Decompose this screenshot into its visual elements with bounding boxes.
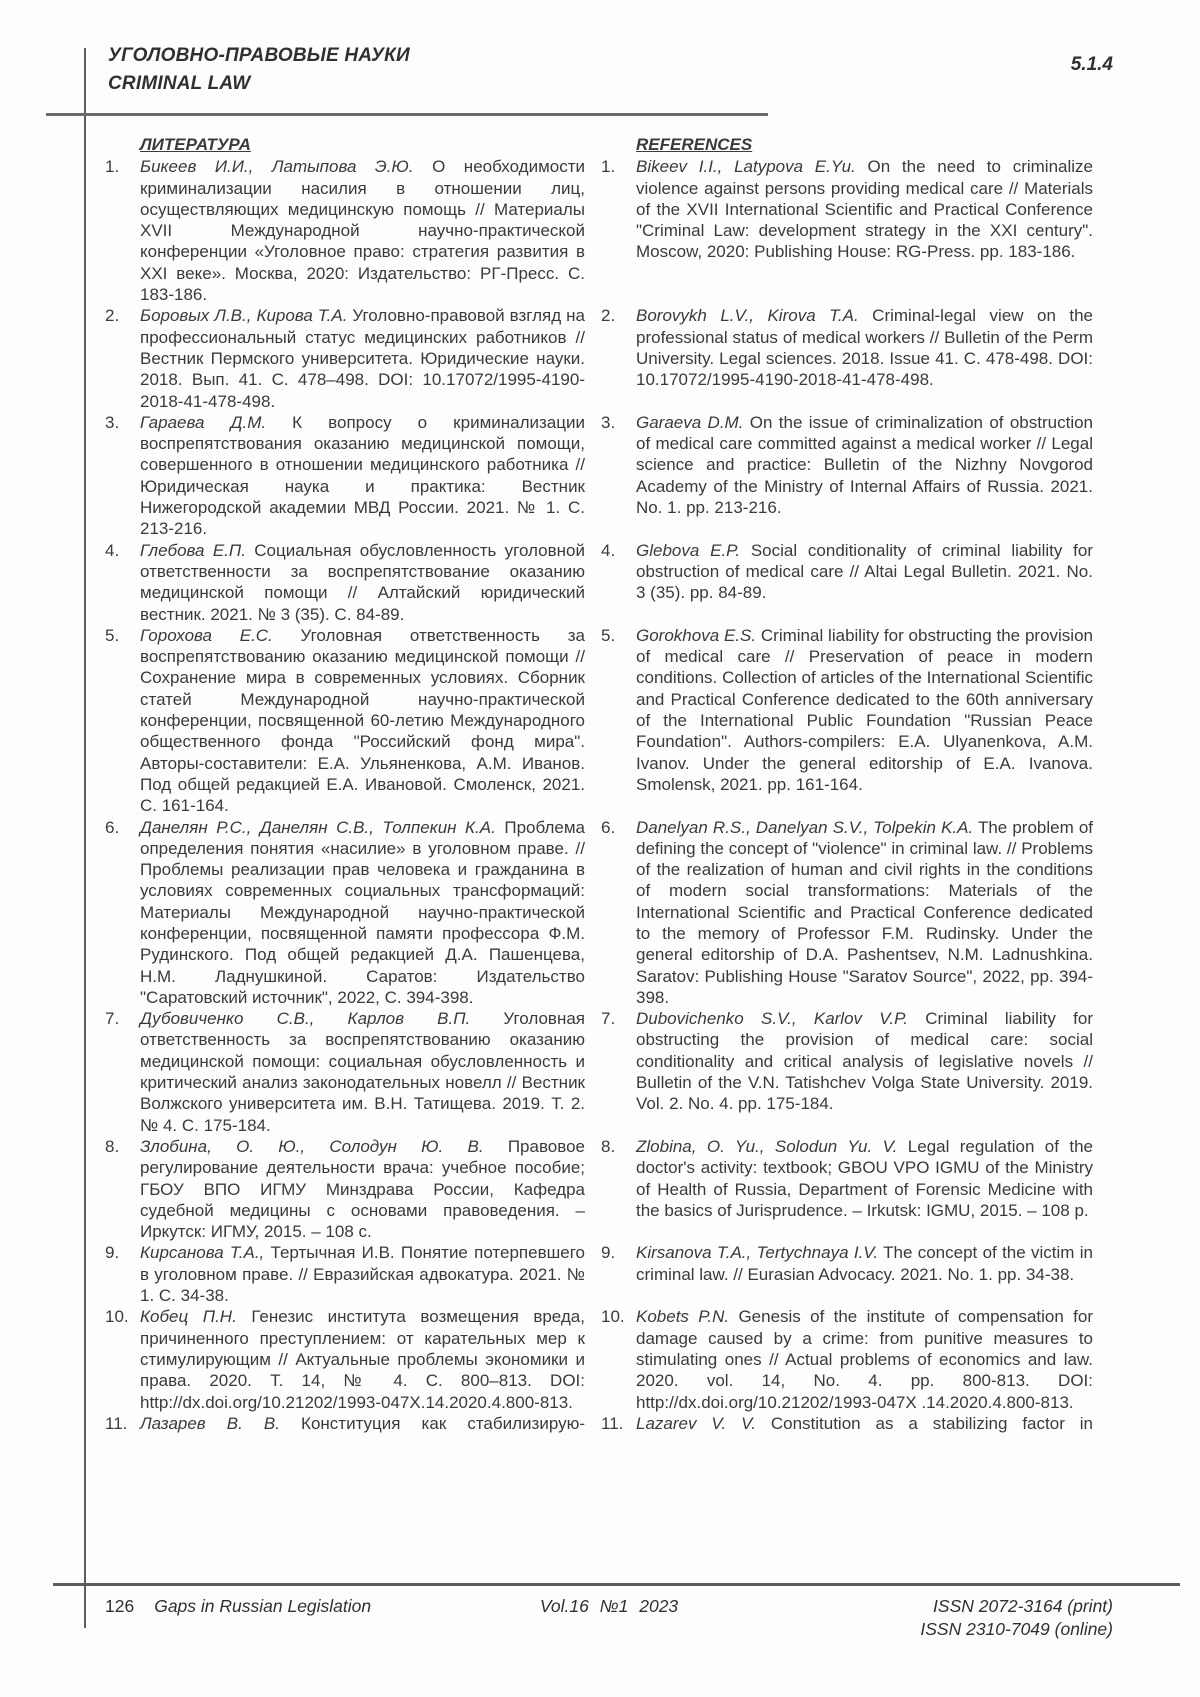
ref-authors: Кобец П.Н. [140, 1307, 237, 1327]
reference-item [601, 625, 1093, 817]
reference-item [601, 1242, 1093, 1306]
ref-number: 4. [601, 540, 616, 560]
ref-number: 11. [601, 1413, 624, 1433]
ref-body: On the need to criminalize violence against persons providing medical care // Materials of the XVII International Scientific and Practical Conference "Criminal Law: development strategy in the XXI century". Moscow, 2020: Publishing House: RG-Press. pp. 183-186. [636, 157, 1093, 262]
ref-authors: Borovykh L.V., Kirova T.A. [636, 306, 859, 326]
ref-body: Генезис института возмещения вреда, причиненного преступлением: от карательных мер к стимулирующим // Актуальные проблемы экономики и права. 2020. Т. 14, № 4. С. 800–813. DOI: http://dx.doi.org/10.21202/1993-047X.14.2020.4.800-813. [140, 1307, 585, 1412]
ref-authors: Glebova E.P. [636, 540, 741, 560]
ref-text [140, 305, 585, 411]
reference-item [601, 817, 1093, 1009]
ref-authors: Lazarev V. V. [636, 1413, 756, 1433]
ref-text [636, 1242, 1093, 1285]
page-footer [105, 1595, 1113, 1639]
ref-body: Правовое регулирование деятельности врача: учебное пособие; ГБОУ ВПО ИГМУ Минздрава России, Кафедра судебной медицины с основами правоведения. – Иркутск: ИГМУ, 2015. – 108 с. [140, 1136, 585, 1242]
ref-body: Уголовная ответственность за воспрепятствованию оказанию медицинской помощи: социальная обусловленность и критический анализ законодательных новелл // Вестник Волжского университета им. В.Н. Татищева. 2019. Т. 2. № 4. С. 175-184. [140, 1009, 585, 1135]
reference-item [105, 817, 585, 1009]
ref-text [140, 817, 585, 1009]
issn-print: ISSN 2072-3164 (print) [933, 1596, 1113, 1616]
reference-item [601, 1413, 1093, 1434]
page-number: 126 [105, 1596, 135, 1616]
ref-number: 1. [105, 157, 120, 177]
ref-text [636, 540, 1093, 604]
reference-item [105, 305, 585, 411]
ref-text [140, 625, 585, 817]
reference-item [601, 1008, 1093, 1136]
ref-authors: Кирсанова Т.А., [140, 1243, 265, 1263]
literature-heading: ЛИТЕРАТУРА [140, 135, 251, 154]
ref-text [636, 305, 1093, 390]
ref-authors: Garaeva D.M. [636, 412, 744, 432]
ref-body: Criminal liability for obstructing the provision of medical care // Preservation of peace in modern conditions. Collection of articles of the International Scientific and Practical Conference dedicated to the 60th anniversary of the International Public Foundation "Russian Peace Foundation". Authors-compilers: E.A. Ulyanenkova, A.M. Ivanov. Under the general editorship of E.A. Ivanova. Smolensk, 2021. pp. 161-164. [636, 625, 1093, 794]
ref-text [636, 1136, 1093, 1221]
reference-item [601, 305, 1093, 411]
ref-authors: Злобина, О. Ю., Солодун Ю. В. [140, 1136, 484, 1156]
ref-number: 2. [601, 306, 616, 326]
ref-number: 9. [105, 1243, 120, 1263]
ref-authors: Kobets P.N. [636, 1307, 730, 1327]
ref-body: On the issue of criminalization of obstruction of medical care committed against a medical worker // Legal science and practice: Bulletin of the Nizhny Novgorod Academy of the Ministry of Internal Affairs of Russia. 2021. No. 1. pp. 213-216. [636, 412, 1094, 518]
section-title-ru: УГОЛОВНО-ПРАВОВЫЕ НАУКИ [108, 45, 410, 66]
literature-heading-cell [105, 134, 585, 156]
ref-number: 11. [105, 1413, 128, 1433]
ref-body: Социальная обусловленность уголовной ответственности за воспрепятствование оказанию медицинской помощи // Алтайский юридический вестник. 2021. № 3 (35). С. 84-89. [140, 540, 585, 624]
footer-rule [53, 1583, 1180, 1586]
ref-text [636, 156, 1093, 262]
ref-number: 2. [105, 306, 120, 326]
ref-authors: Лазарев В. В. [140, 1413, 280, 1433]
ref-authors: Kirsanova T.A., Tertychnaya I.V. [636, 1243, 879, 1263]
ref-text [636, 625, 1093, 795]
ref-text [140, 1242, 585, 1306]
reference-item [601, 540, 1093, 625]
ref-authors: Данелян Р.С., Данелян С.В., Толпекин К.А. [140, 817, 496, 837]
ref-number: 1. [601, 157, 616, 177]
issn-block [920, 1595, 1113, 1641]
header-rule [46, 113, 768, 116]
ref-number: 5. [601, 625, 616, 645]
references-heading: REFERENCES [636, 135, 753, 154]
ref-body: Уголовная ответственность за воспрепятствованию оказанию медицинской помощи // Сохранение мира в современных условиях. Сборник статей Международной научно-практической конференции, посвященной 60-летию Международного общественного фонда "Российский фонд мира". Авторы-составители: Е.А. Ульяненкова, А.М. Иванов. Под общей редакцией Е.А. Ивановой. Смоленск, 2021. С. 161-164. [140, 625, 586, 816]
references-heading-cell [601, 134, 1093, 156]
ref-body: Social conditionality of criminal liability for obstruction of medical care // Altai Legal Bulletin. 2021. No. 3 (35). pp. 84-89. [636, 540, 1093, 603]
ref-number: 10. [105, 1307, 129, 1327]
references-content [105, 134, 1113, 1434]
ref-body: Уголовно-правовой взгляд на профессиональный статус медицинских работников // Вестник Пермского университета. Юридические науки. 2018. Вып. 41. С. 478–498. DOI: 10.17072/1995-4190-2018-41-478-498. [140, 306, 585, 411]
ref-body: Тертычная И.В. Понятие потерпевшего в уголовном праве. // Евразийская адвокатура. 2021. № 1. С. 34-38. [140, 1243, 585, 1306]
ref-number: 7. [601, 1009, 616, 1029]
ref-text [140, 1008, 585, 1136]
ref-number: 5. [105, 625, 120, 645]
ref-number: 4. [105, 540, 120, 560]
issn-online: ISSN 2310-7049 (online) [920, 1619, 1113, 1639]
ref-authors: Гараева Д.М. [140, 412, 267, 432]
ref-number: 8. [105, 1136, 120, 1156]
ref-body: The concept of the victim in criminal law. // Eurasian Advocacy. 2021. No. 1. pp. 34-38. [636, 1243, 1093, 1284]
ref-body: Проблема определения понятия «насилие» в уголовном праве. // Проблемы реализации прав человека и гражданина в условиях современных социальных трансформаций: Материалы Международной научно-практической конференции, посвященной памяти профессора Ф.М. Рудинского. Под общей редакцией Д.А. Пашенцева, Н.М. Ладнушкиной. Саратов: Издательство "Саратовский источник", 2022, С. 394-398. [140, 817, 585, 1007]
ref-authors: Zlobina, O. Yu., Solodun Yu. V. [636, 1136, 898, 1156]
ref-body: Genesis of the institute of compensation for damage caused by a crime: from punitive measures to stimulating ones // Actual problems of economics and law. 2020. vol. 14, No. 4. pp. 800-813. DOI: http://dx.doi.org/10.21202/1993-047X .14.2020.4.800-813. [636, 1307, 1093, 1412]
ref-number: 9. [601, 1243, 616, 1263]
reference-item [105, 1242, 585, 1306]
reference-item [105, 1136, 585, 1242]
ref-authors: Danelyan R.S., Danelyan S.V., Tolpekin K.A. [636, 817, 974, 837]
ref-text [140, 412, 585, 540]
ref-text [636, 1008, 1093, 1114]
reference-item [105, 540, 585, 625]
journal-title: Gaps in Russian Legislation [154, 1596, 372, 1616]
ref-number: 3. [105, 412, 120, 432]
reference-item [601, 412, 1093, 540]
ref-body: О необходимости криминализации насилия в отношении лиц, осуществляющих медицинскую помощь // Материалы XVII Международной научно-практической конференции «Уголовное право: стратегия развития в XXI веке». Москва, 2020: Издательство: РГ-Пресс. С. 183-186. [140, 157, 586, 305]
ref-authors: Глебова Е.П. [140, 540, 246, 560]
ref-body: Конституция как стабилизирую- [279, 1413, 585, 1433]
volume-info: Vol.16 №1 2023 [539, 1596, 679, 1616]
reference-item [601, 1136, 1093, 1242]
reference-item [105, 625, 585, 817]
ref-body: К вопросу о криминализации воспрепятствования оказанию медицинской помощи, совершенного в отношении медицинского работника // Юридическая наука и практика: Вестник Нижегородской академии МВД России. 2021. № 1. С. 213-216. [140, 412, 585, 539]
ref-text [636, 412, 1093, 518]
ref-body: Criminal-legal view on the professional status of medical workers // Bulletin of the Perm University. Legal sciences. 2018. Issue 41. C. 478-498. DOI: 10.17072/1995-4190-2018-41-478-498. [636, 306, 1093, 390]
classification-code: 5.1.4 [1070, 54, 1113, 75]
ref-text [140, 1413, 585, 1434]
ref-text [636, 817, 1093, 1009]
ref-text [636, 1306, 1093, 1412]
ref-authors: Dubovichenko S.V., Karlov V.P. [636, 1009, 908, 1029]
ref-authors: Дубовиченко С.В., Карлов В.П. [140, 1009, 471, 1029]
ref-text [140, 1136, 585, 1242]
ref-text [140, 540, 585, 625]
ref-text [140, 1306, 585, 1412]
ref-body: Criminal liability for obstructing the provision of medical care: social conditionality and critical analysis of legislative novels // Bulletin of the V.N. Tatishchev Volga State University. 2019. Vol. 2. No. 4. pp. 175-184. [636, 1009, 1093, 1114]
references-grid [105, 134, 1113, 1434]
reference-item [105, 412, 585, 540]
ref-number: 6. [601, 817, 616, 837]
ref-number: 7. [105, 1009, 120, 1029]
ref-authors: Боровых Л.В., Кирова Т.А. [140, 306, 348, 326]
reference-item [601, 156, 1093, 305]
reference-item [105, 1306, 585, 1412]
ref-number: 8. [601, 1136, 616, 1156]
section-title-en: CRIMINAL LAW [108, 73, 251, 94]
ref-text [140, 156, 585, 305]
ref-text [636, 1413, 1093, 1434]
reference-item [601, 1306, 1093, 1412]
page-header [108, 42, 1113, 98]
reference-item [105, 156, 585, 305]
ref-number: 10. [601, 1307, 625, 1327]
ref-authors: Gorokhova E.S. [636, 625, 757, 645]
ref-authors: Горохова Е.С. [140, 625, 273, 645]
reference-item [105, 1008, 585, 1136]
ref-authors: Бикеев И.И., Латыпова Э.Ю. [140, 157, 414, 177]
left-margin-line [84, 48, 86, 1628]
ref-number: 3. [601, 412, 616, 432]
ref-number: 6. [105, 817, 120, 837]
ref-authors: Bikeev I.I., Latypova E.Yu. [636, 157, 856, 177]
reference-item [105, 1413, 585, 1434]
ref-body: Legal regulation of the doctor's activity: textbook; GBOU VPO IGMU of the Ministry of Health of Russia, Department of Forensic Medicine with the basics of Jurisprudence. – Irkutsk: IGMU, 2015. – 108 p. [636, 1136, 1093, 1220]
ref-body: Constitution as a stabilizing factor in [755, 1413, 1093, 1433]
ref-body: The problem of defining the concept of "violence" in criminal law. // Problems of the realization of human and civil rights in the conditions of modern social transformations: Materials of the International Scientific and Practical Conference dedicated to the memory of Professor F.M. Rudinsky. Under the general editorship of D.A. Pashentsev, N.M. Ladnushkina. Saratov: Publishing House "Saratov Source", 2022, pp. 394-398. [636, 817, 1093, 1007]
